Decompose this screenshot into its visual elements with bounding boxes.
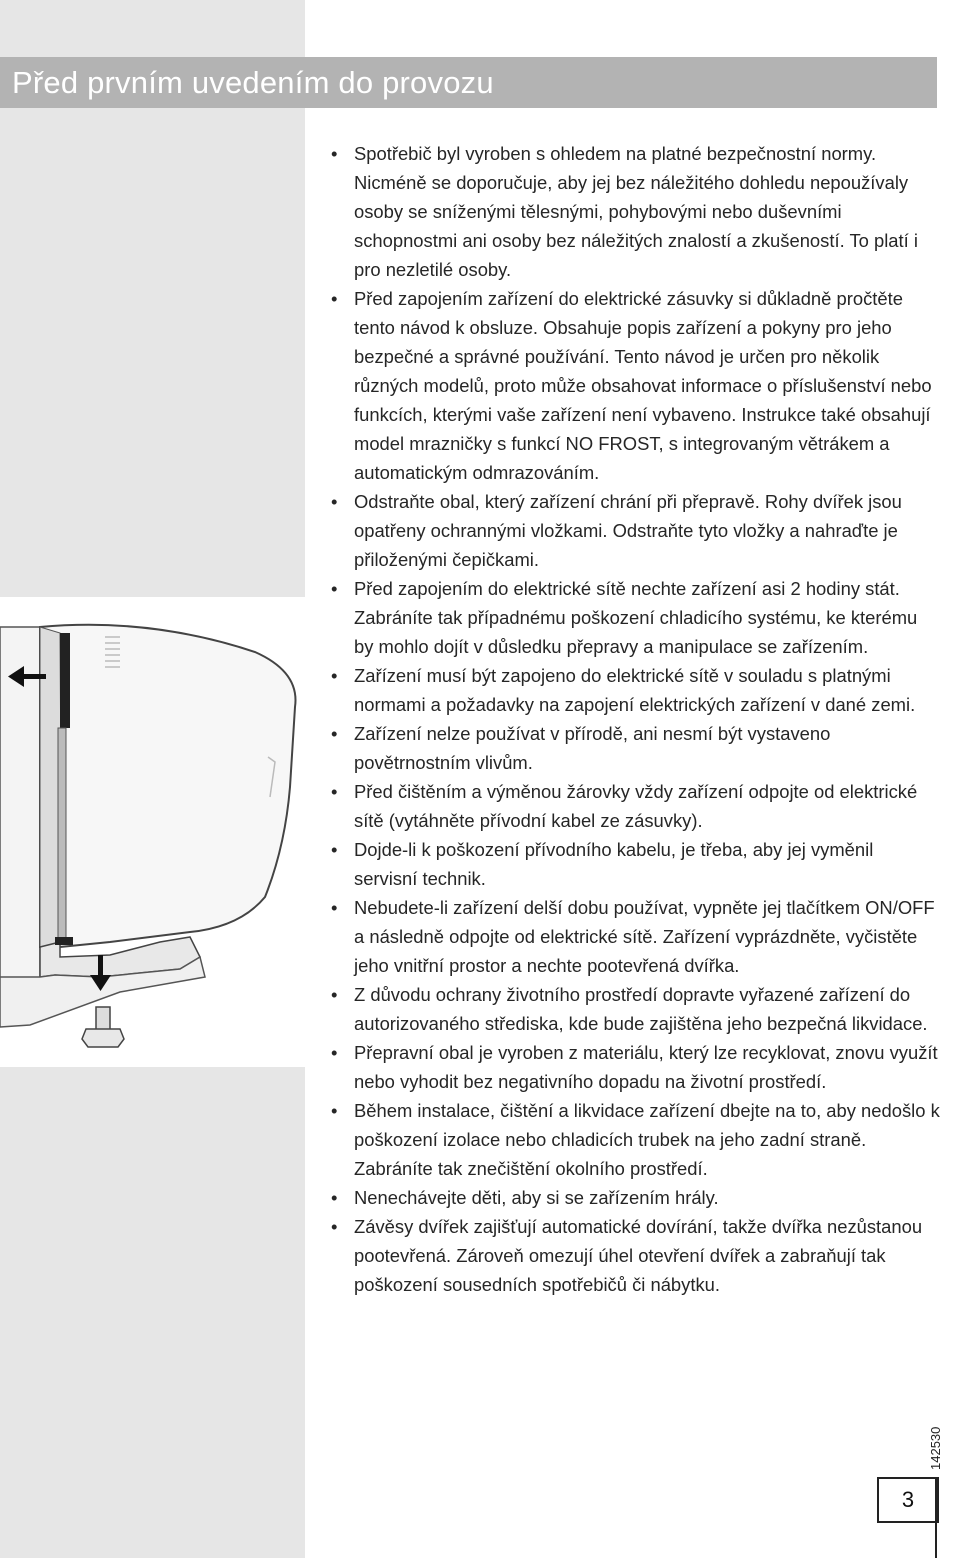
list-item-text: Odstraňte obal, který zařízení chrání při přepravě. Rohy dvířek jsou opatřeny ochrannými vložkami. Odstraňte tyto vložky a nahraďte je přiloženými čepičkami.	[354, 491, 902, 570]
document-code: 142530	[928, 1426, 943, 1470]
list-item-text: Dojde-li k poškození přívodního kabelu, je třeba, aby jej vyměnil servisní technik.	[354, 839, 874, 889]
list-item-text: Před zapojením do elektrické sítě nechte zařízení asi 2 hodiny stát. Zabráníte tak případnému poškození chladicího systému, ke kterému by mohlo dojít v důsledku přepravy a manipulace se zařízením.	[354, 578, 918, 657]
bullet: •	[331, 723, 338, 744]
bullet: •	[331, 839, 338, 860]
bullet: •	[331, 143, 338, 164]
bullet: •	[331, 578, 338, 599]
fridge-door-illustration	[0, 597, 305, 1067]
bullet: •	[331, 897, 338, 918]
bullet: •	[331, 984, 338, 1005]
list-item	[331, 893, 941, 980]
bullet: •	[331, 1187, 338, 1208]
list-item-text: Před čištěním a výměnou žárovky vždy zařízení odpojte od elektrické sítě (vytáhněte přívodní kabel ze zásuvky).	[354, 781, 918, 831]
list-item-text: Nenechávejte děti, aby si se zařízením hrály.	[354, 1187, 719, 1208]
page-number: 3	[877, 1477, 939, 1523]
page-title: Před prvním uvedením do provozu	[12, 65, 494, 100]
list-item-text: Zařízení musí být zapojeno do elektrické sítě v souladu s platnými normami a požadavky na zapojení elektrických zařízení v dané zemi.	[354, 665, 916, 715]
list-item-text: Zařízení nelze používat v přírodě, ani nesmí být vystaveno povětrnostním vlivům.	[354, 723, 831, 773]
page-corner-line	[935, 1477, 937, 1558]
list-item	[331, 835, 941, 893]
bullet: •	[331, 1042, 338, 1063]
list-item	[331, 980, 941, 1038]
bullet: •	[331, 665, 338, 686]
list-item-text: Spotřebič byl vyroben s ohledem na platné bezpečnostní normy. Nicméně se doporučuje, aby jej bez náležitého dohledu nepoužívaly osoby se sníženými tělesnými, pohybovými nebo duševními schopnostmi ani osoby bez náležitých znalostí a zkušeností. To platí i pro nezletilé osoby.	[354, 143, 918, 280]
list-item	[331, 139, 941, 284]
list-item-text: Závěsy dvířek zajišťují automatické dovírání, takže dvířka nezůstanou pootevřená. Zároveň omezují úhel otevření dvířek a zabraňují tak poškození sousedních spotřebičů či nábytku.	[354, 1216, 923, 1295]
bullet: •	[331, 1216, 338, 1237]
bullet: •	[331, 491, 338, 512]
list-item-text: Nebudete-li zařízení delší dobu používat, vypněte jej tlačítkem ON/OFF a následně odpojte od elektrické sítě. Zařízení vyprázdněte, vyčistěte jeho vnitřní prostor a nechte pootevřená dvířka.	[354, 897, 935, 976]
list-item-text: Přepravní obal je vyroben z materiálu, který lze recyklovat, znovu využít nebo vyhodit bez negativního dopadu na životní prostředí.	[354, 1042, 938, 1092]
list-item	[331, 487, 941, 574]
list-item-text: Během instalace, čištění a likvidace zařízení dbejte na to, aby nedošlo k poškození izolace nebo chladicích trubek na jeho zadní straně. Zabráníte tak znečištění okolního prostředí.	[354, 1100, 940, 1179]
list-item-text: Před zapojením zařízení do elektrické zásuvky si důkladně pročtěte tento návod k obsluze. Obsahuje popis zařízení a pokyny pro jeho bezpečné a správné používání. Tento návod je určen pro několik různých modelů, proto může obsahovat informace o příslušenství nebo funkcích, kterými vaše zařízení není vybaveno. Instrukce také obsahují model mrazničky s funkcí NO FROST, s integrovaným větrákem a automatickým odmrazováním.	[354, 288, 932, 483]
list-item	[331, 661, 941, 719]
list-item	[331, 1038, 941, 1096]
list-item	[331, 1096, 941, 1183]
instruction-list	[331, 139, 941, 1299]
list-item-text: Z důvodu ochrany životního prostředí dopravte vyřazené zařízení do autorizovaného střediska, kde bude zajištěna jeho bezpečná likvidace.	[354, 984, 928, 1034]
safety-instructions	[331, 139, 941, 1299]
list-item	[331, 1183, 941, 1212]
list-item	[331, 777, 941, 835]
bullet: •	[331, 288, 338, 309]
list-item	[331, 719, 941, 777]
list-item	[331, 574, 941, 661]
list-item	[331, 1212, 941, 1299]
bullet: •	[331, 1100, 338, 1121]
list-item	[331, 284, 941, 487]
bullet: •	[331, 781, 338, 802]
title-bar	[0, 57, 937, 108]
fridge-door-drawing	[0, 597, 305, 1067]
